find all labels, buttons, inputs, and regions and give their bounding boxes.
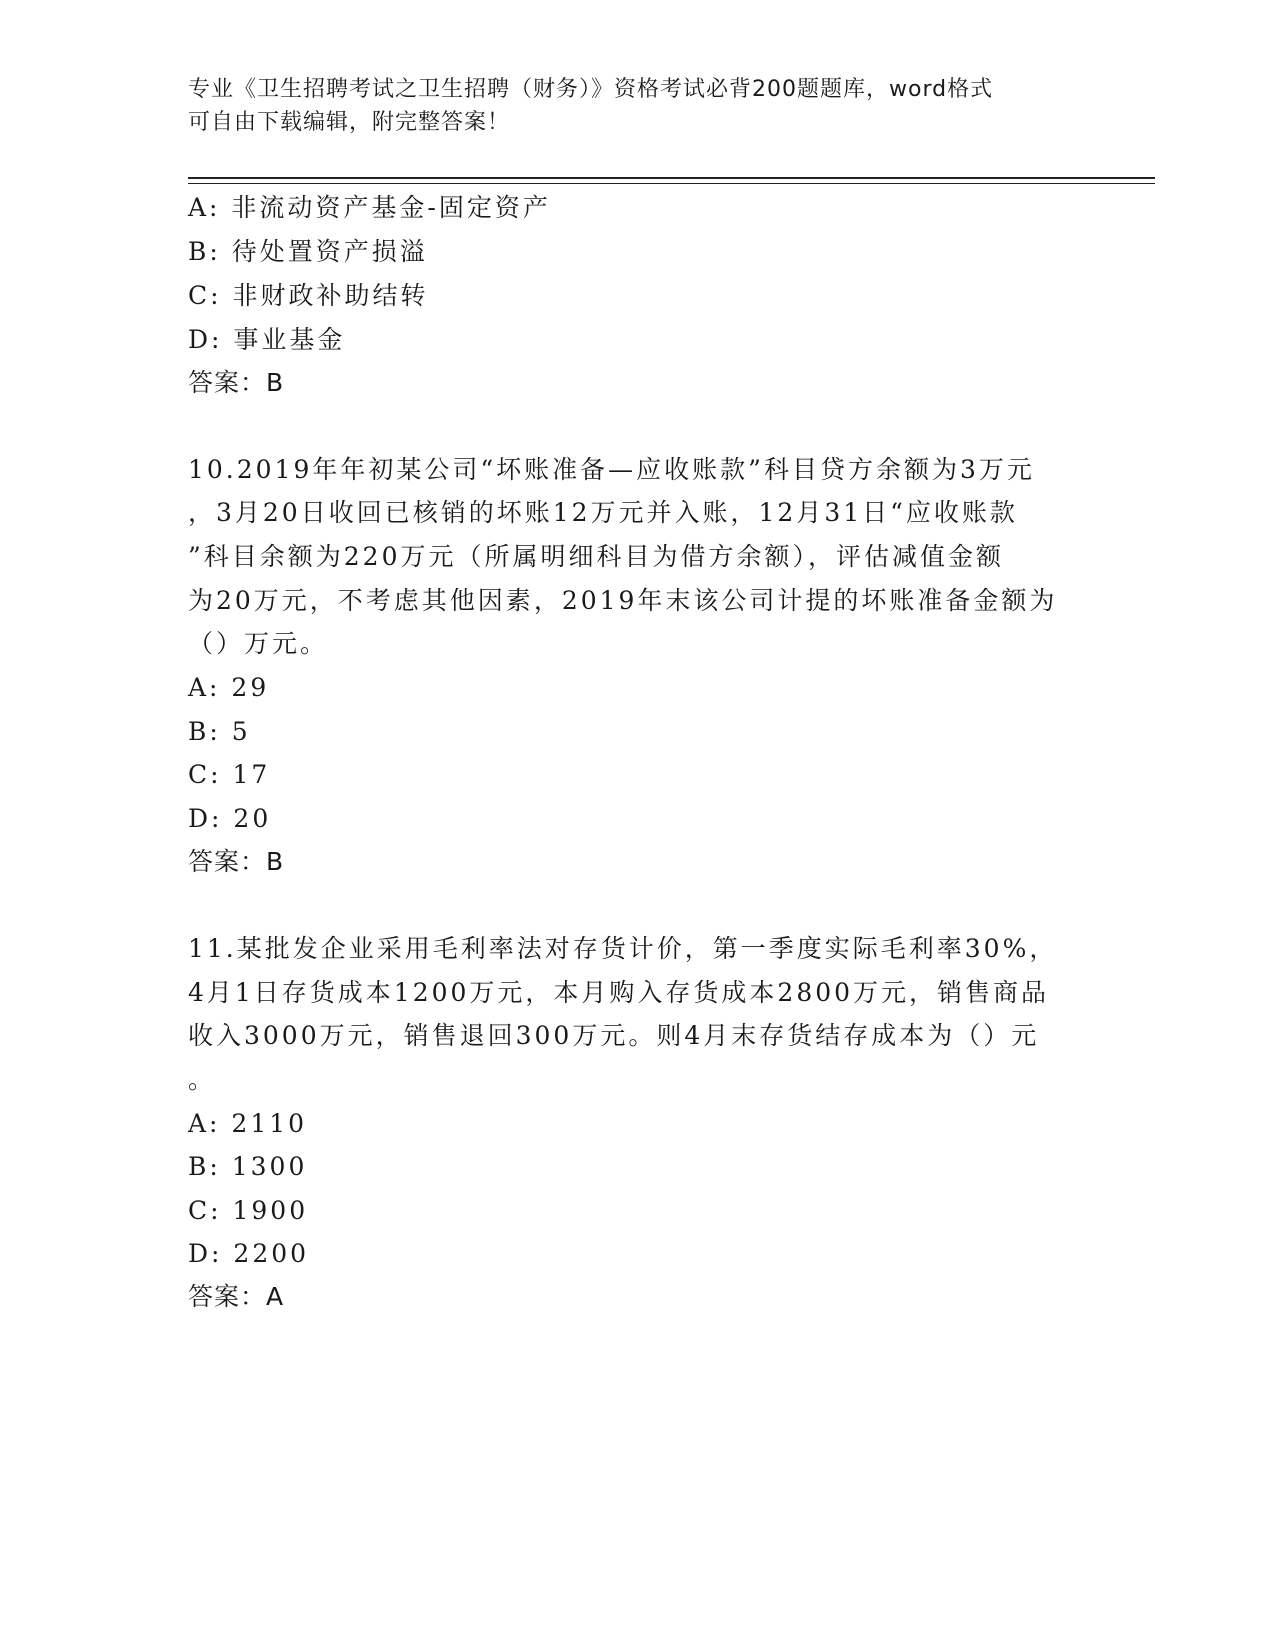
question-11-line-2: 4月1日存货成本1200万元，本月购入存货成本2800万元，销售商品: [188, 978, 1050, 1007]
question-11-line-4: 。: [188, 1065, 217, 1094]
question-10-line-5: （）万元。: [188, 629, 329, 658]
question-10-line-3: ”科目余额为220万元（所属明细科目为借方余额），评估减值金额: [188, 542, 1005, 571]
option-c: C: 1900: [188, 1196, 309, 1225]
answer-line: 答案：B: [188, 368, 285, 397]
answer-line: 答案：A: [188, 1282, 285, 1311]
option-b: B: 5: [188, 717, 251, 746]
header-divider-thick: [188, 177, 1155, 179]
question-11-line-1: 11.某批发企业采用毛利率法对存货计价，第一季度实际毛利率30%，: [188, 934, 1058, 963]
question-10-line-4: 为20万元，不考虑其他因素，2019年末该公司计提的坏账准备金额为: [188, 586, 1058, 615]
header-divider-thin: [188, 183, 1155, 184]
option-a: A: 29: [188, 673, 270, 702]
question-11-line-3: 收入3000万元，销售退回300万元。则4月末存货结存成本为（）元: [188, 1021, 1040, 1050]
question-10-line-2: ，3月20日收回已核销的坏账12万元并入账，12月31日“应收账款: [188, 498, 1018, 527]
answer-line: 答案：B: [188, 847, 285, 876]
option-c: C: 非财政补助结转: [188, 281, 429, 310]
option-b: B: 待处置资产损溢: [188, 237, 428, 266]
option-b: B: 1300: [188, 1152, 308, 1181]
option-a: A: 2110: [188, 1109, 308, 1138]
question-10-line-1: 10.2019年年初某公司“坏账准备—应收账款”科目贷方余额为3万元: [188, 455, 1035, 484]
option-d: D: 20: [188, 804, 272, 833]
option-c: C: 17: [188, 760, 271, 789]
option-d: D: 事业基金: [188, 325, 346, 354]
option-a: A: 非流动资产基金-固定资产: [188, 193, 551, 222]
document-header: [188, 73, 1088, 139]
option-d: D: 2200: [188, 1239, 310, 1268]
header-line-2: 可自由下载编辑，附完整答案！: [188, 110, 511, 135]
header-line-1: 专业《卫生招聘考试之卫生招聘（财务）》资格考试必背200题题库，word格式: [188, 77, 994, 102]
